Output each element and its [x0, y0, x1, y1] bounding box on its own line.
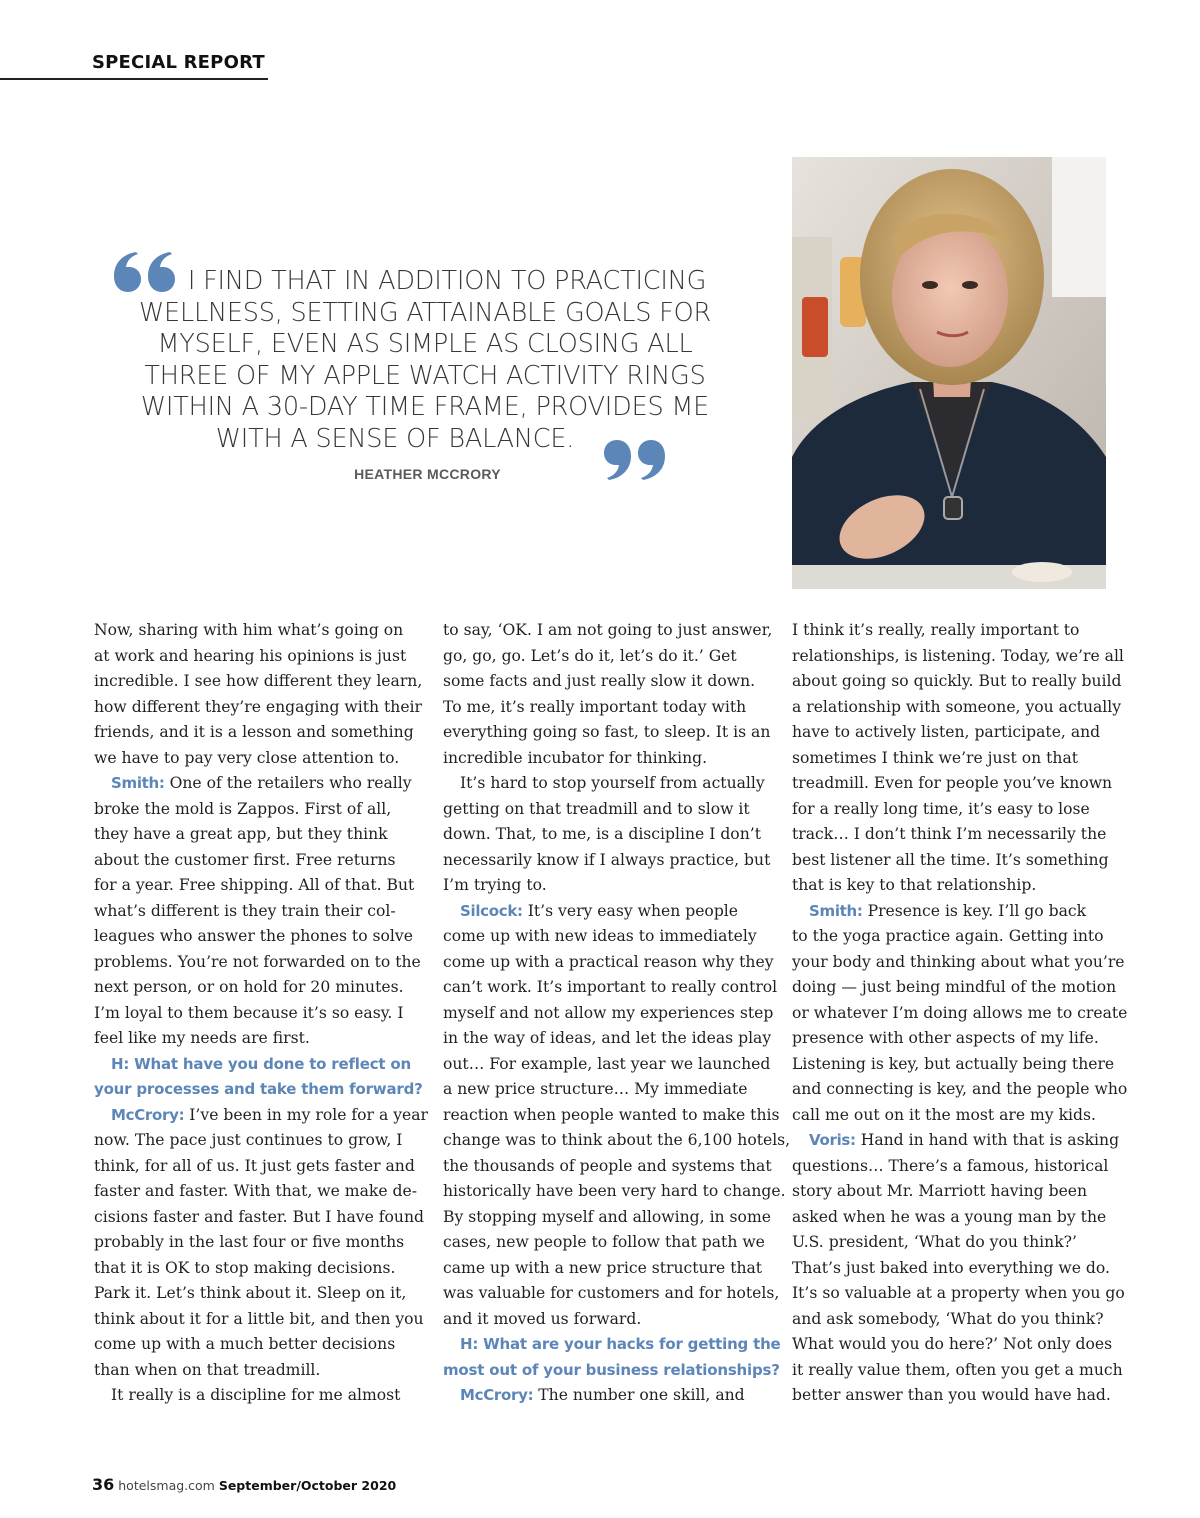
speaker-text: Presence is key. I’ll go back	[862, 901, 1087, 920]
body-line: Listening is key, but actually being there	[792, 1054, 1115, 1073]
body-line: I’m loyal to them because it’s so easy. I	[94, 1003, 404, 1022]
body-line: out… For example, last year we launched	[443, 1054, 771, 1073]
page-footer	[92, 1475, 396, 1494]
pull-quote-line: THREE OF MY APPLE WATCH ACTIVITY RINGS	[144, 360, 706, 391]
pull-quote-line: WITH A SENSE OF BALANCE.	[215, 423, 575, 454]
body-line: in the way of ideas, and let the ideas play	[443, 1029, 772, 1047]
body-line: It’s so valuable at a property when you go	[792, 1284, 1125, 1302]
body-line: Now, sharing with him what’s going on	[94, 621, 404, 639]
body-line: that it is OK to stop making decisions.	[94, 1258, 396, 1277]
body-line: asked when he was a young man by the	[792, 1207, 1107, 1226]
body-line: was valuable for customers and for hotels,	[443, 1284, 780, 1302]
body-line: It’s hard to stop yourself from actually	[460, 774, 765, 792]
body-line: that is key to that relationship.	[792, 876, 1037, 894]
section-label: SPECIAL REPORT	[92, 52, 265, 73]
body-line: presence with other aspects of my life.	[792, 1029, 1099, 1047]
body-line: call me out on it the most are my kids.	[792, 1105, 1096, 1124]
body-line: feel like my needs are first.	[94, 1029, 310, 1047]
body-line: incredible incubator for thinking.	[443, 748, 708, 767]
speaker-text: The number one skill, and	[533, 1386, 745, 1404]
speaker-text: One of the retailers who really	[164, 774, 412, 792]
body-line: relationships, is listening. Today, we’re all	[792, 646, 1124, 665]
site-url: hotelsmag.com	[118, 1478, 215, 1493]
body-line: come up with a much better decisions	[94, 1335, 396, 1353]
speaker-line	[792, 1128, 1120, 1154]
body-line: broke the mold is Zappos. First of all,	[94, 799, 392, 818]
body-line: for a really long time, it’s easy to lose	[792, 799, 1090, 818]
body-line: friends, and it is a lesson and something	[94, 723, 414, 741]
speaker-text: I’ve been in my role for a year	[184, 1105, 428, 1124]
body-line: problems. You’re not forwarded on to the	[94, 952, 421, 971]
body-line: what’s different is they train their col-	[94, 901, 396, 920]
body-line: sometimes I think we’re just on that	[792, 748, 1079, 767]
speaker-name: Voris:	[809, 1131, 856, 1149]
body-line: story about Mr. Marriott having been	[792, 1182, 1088, 1200]
section-rule	[0, 78, 268, 80]
speaker-line	[94, 1103, 428, 1129]
speaker-line	[94, 771, 412, 797]
interview-question: most out of your business relationships?	[443, 1360, 780, 1379]
body-line: doing — just being mindful of the motion	[792, 978, 1117, 996]
body-line: down. That, to me, is a discipline I don’t	[443, 825, 761, 843]
body-line: probably in the last four or five months	[94, 1233, 405, 1251]
body-line: incredible. I see how different they learn,	[94, 672, 423, 690]
body-line: leagues who answer the phones to solve	[94, 927, 413, 945]
body-line: next person, or on hold for 20 minutes.	[94, 978, 404, 996]
body-line: or whatever I’m doing allows me to create	[792, 1003, 1128, 1022]
body-line: and connecting is key, and the people who	[792, 1080, 1128, 1098]
body-line: came up with a new price structure that	[443, 1258, 763, 1277]
body-line: It really is a discipline for me almost	[111, 1386, 401, 1404]
pull-quote-line: MYSELF, EVEN AS SIMPLE AS CLOSING ALL	[157, 329, 693, 359]
body-line: best listener all the time. It’s something	[792, 850, 1109, 869]
speaker-text: Hand in hand with that is asking	[855, 1131, 1120, 1149]
body-line: think, for all of us. It just gets faster and	[94, 1156, 415, 1175]
body-line: can’t work. It’s important to really control	[443, 978, 778, 996]
speaker-text: It’s very easy when people	[522, 901, 739, 920]
body-line: I think it’s really, really important to	[792, 621, 1080, 639]
body-line: cases, new people to follow that path we	[443, 1233, 765, 1251]
body-line: getting on that treadmill and to slow it	[443, 799, 750, 818]
body-line: go, go, go. Let’s do it, let’s do it.’ Get	[443, 646, 737, 665]
body-line: the thousands of people and systems that	[443, 1156, 772, 1175]
pull-quote-line: I FIND THAT IN ADDITION TO PRACTICING	[187, 266, 707, 296]
speaker-name: McCrory:	[111, 1105, 185, 1124]
body-line: to say, ‘OK. I am not going to just answer,	[443, 621, 773, 639]
body-line: your body and thinking about what you’re	[792, 952, 1125, 971]
body-line: think about it for a little bit, and then you	[94, 1309, 424, 1328]
speaker-name: McCrory:	[460, 1386, 534, 1404]
body-line: we have to pay very close attention to.	[94, 748, 400, 767]
portrait-photo	[792, 157, 1106, 589]
speaker-name: Smith:	[111, 774, 165, 792]
article-column-1	[94, 618, 428, 1409]
body-line: faster and faster. With that, we make de-	[94, 1182, 417, 1200]
article-column-2	[443, 618, 791, 1409]
body-line: necessarily know if I always practice, but	[443, 850, 771, 869]
body-line: a new price structure… My immediate	[443, 1080, 748, 1098]
body-line: cisions faster and faster. But I have found	[94, 1207, 424, 1226]
body-line: it really value them, often you get a much	[792, 1360, 1123, 1379]
close-quote-icon	[603, 424, 673, 494]
body-line: about the customer first. Free returns	[94, 850, 396, 869]
body-line: change was to think about the 6,100 hotels,	[443, 1131, 791, 1149]
body-line: myself and not allow my experiences step	[443, 1003, 774, 1022]
pull-quote-line: WELLNESS, SETTING ATTAINABLE GOALS FOR	[139, 297, 711, 328]
speaker-line	[443, 899, 761, 925]
body-line: some facts and just really slow it down.	[443, 672, 756, 690]
body-line: Park it. Let’s think about it. Sleep on it,	[94, 1284, 407, 1302]
body-line: to the yoga practice again. Getting into	[792, 927, 1104, 945]
body-line: for a year. Free shipping. All of that. But	[94, 876, 415, 894]
interview-question: your processes and take them forward?	[94, 1080, 423, 1098]
body-line: What would you do here?’ Not only does	[792, 1335, 1113, 1353]
body-line: treadmill. Even for people you’ve known	[792, 774, 1113, 792]
portrait-illustration	[792, 157, 1106, 589]
body-line: come up with a practical reason why they	[443, 952, 774, 971]
page-number: 36	[92, 1475, 115, 1494]
issue-date: September/October 2020	[218, 1478, 397, 1493]
speaker-line	[792, 899, 1110, 925]
article-column-3	[792, 618, 1128, 1409]
interview-question: H: What have you done to reflect on	[111, 1054, 411, 1073]
body-line: questions… There’s a famous, historical	[792, 1156, 1109, 1175]
interview-question: H: What are your hacks for getting the	[460, 1335, 781, 1353]
quote-attribution: HEATHER MCCRORY	[354, 466, 501, 482]
body-line: I’m trying to.	[443, 876, 547, 894]
body-line: and it moved us forward.	[443, 1309, 642, 1328]
body-line: historically have been very hard to change.	[443, 1182, 786, 1200]
body-line: come up with new ideas to immediately	[443, 927, 757, 945]
body-line: To me, it’s really important today with	[443, 697, 747, 716]
body-line: That’s just baked into everything we do.	[792, 1258, 1110, 1277]
body-line: how different they’re engaging with their	[94, 697, 422, 716]
body-line: everything going so fast, to sleep. It is an	[443, 723, 771, 741]
body-line: than when on that treadmill.	[94, 1360, 321, 1379]
body-line: track… I don’t think I’m necessarily the	[792, 825, 1107, 843]
body-line: By stopping myself and allowing, in some	[443, 1207, 771, 1226]
speaker-line	[443, 1383, 761, 1409]
body-line: at work and hearing his opinions is just	[94, 646, 407, 665]
body-line: they have a great app, but they think	[94, 825, 388, 843]
body-line: have to actively listen, participate, and	[792, 723, 1101, 741]
speaker-name: Smith:	[809, 901, 863, 920]
body-line: about going so quickly. But to really build	[792, 672, 1122, 690]
body-line: a relationship with someone, you actually	[792, 697, 1122, 716]
body-line: U.S. president, ‘What do you think?’	[792, 1233, 1077, 1251]
body-line: now. The pace just continues to grow, I	[94, 1131, 403, 1149]
pull-quote-line: WITHIN A 30-DAY TIME FRAME, PROVIDES ME	[140, 392, 710, 422]
body-line: better answer than you would have had.	[792, 1386, 1111, 1404]
speaker-name: Silcock:	[460, 901, 523, 920]
body-line: and ask somebody, ‘What do you think?	[792, 1309, 1104, 1328]
body-line: reaction when people wanted to make this	[443, 1105, 780, 1124]
